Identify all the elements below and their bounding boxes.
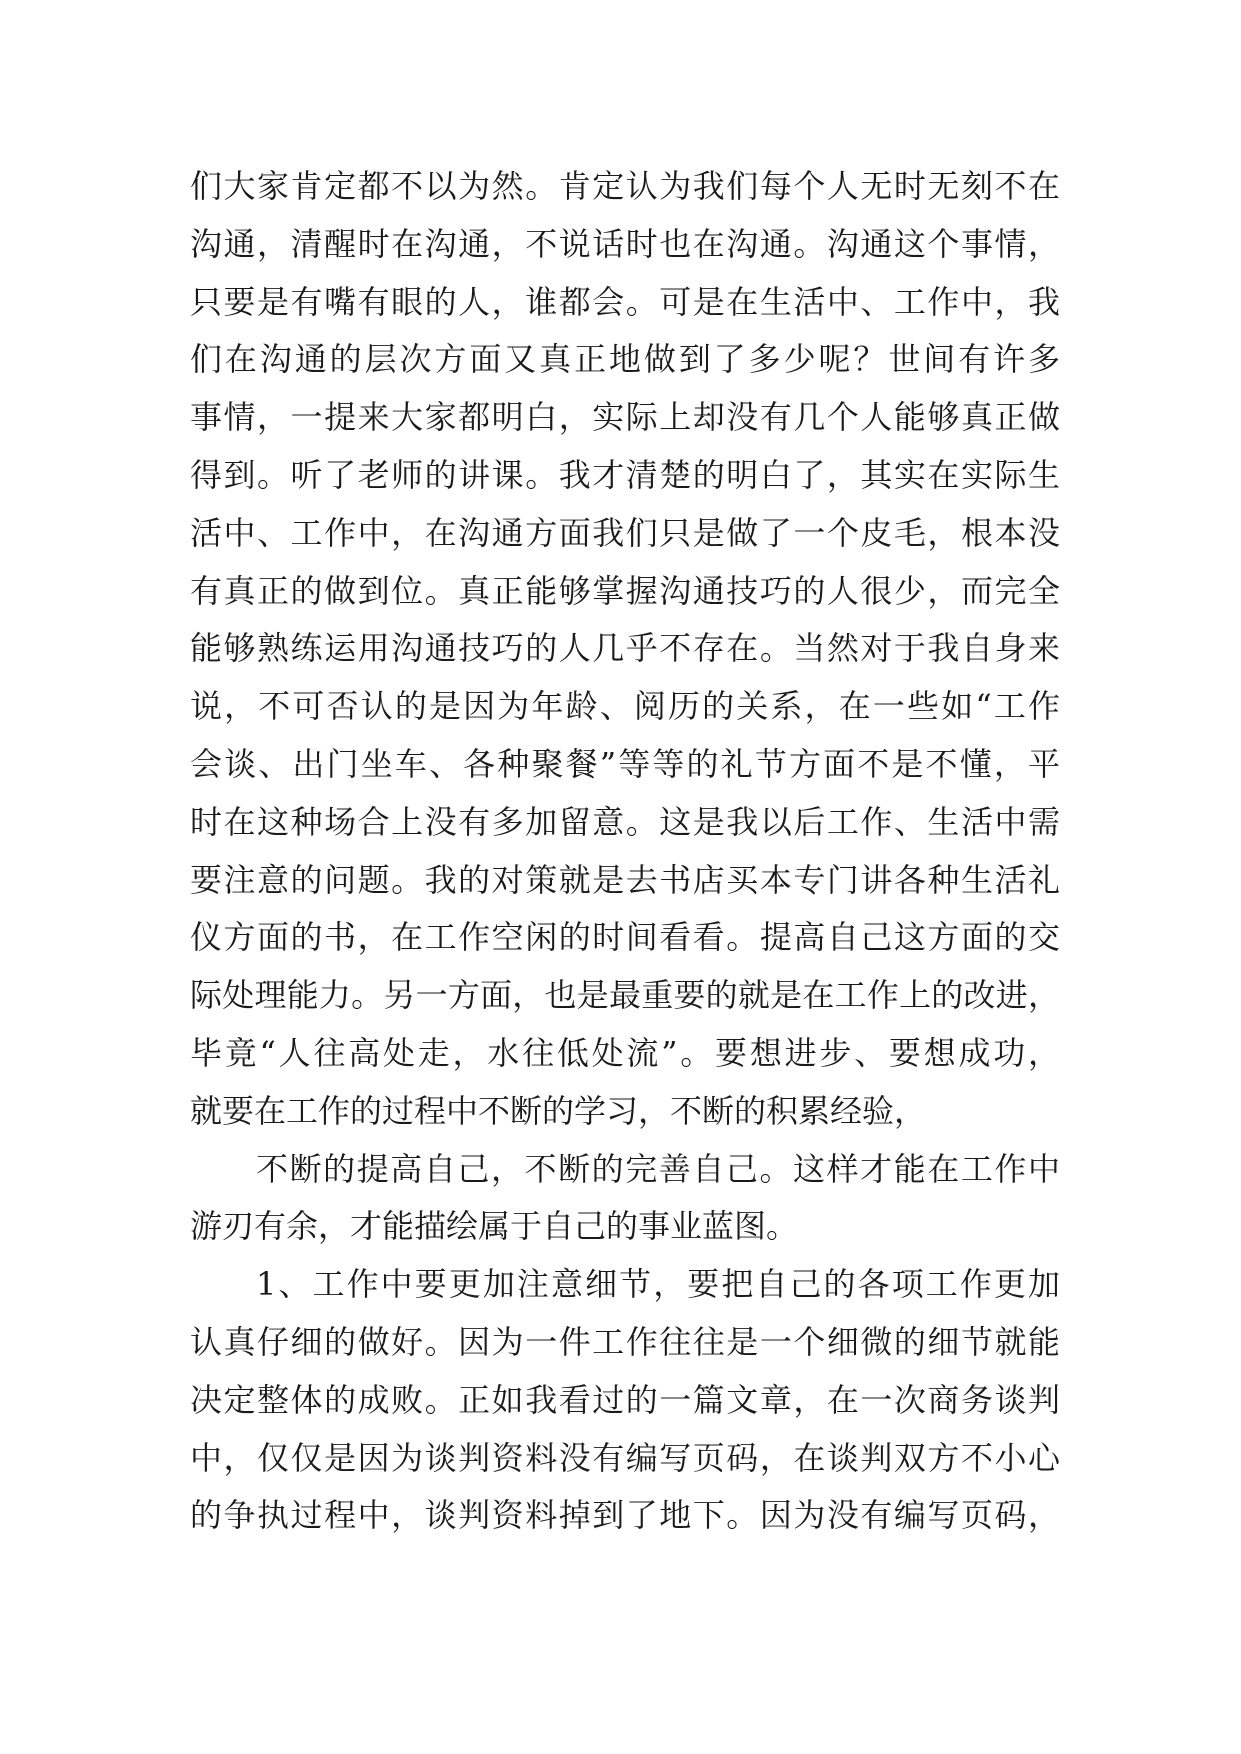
text-line: 就要在工作的过程中不断的学习，不断的积累经验， (190, 1091, 927, 1130)
text-line: 际处理能力。另一方面，也是最重要的就是在工作上的改进， (190, 976, 1060, 1015)
text-line: 会谈、出门坐车、各种聚餐”等等的礼节方面不是不懂，平 (190, 744, 1060, 783)
text-line: 们大家肯定都不以为然。肯定认为我们每个人无时无刻不在 (190, 167, 1060, 205)
text-line: 得到。听了老师的讲课。我才清楚的明白了，其实在实际生 (190, 455, 1060, 494)
text-line: 认真仔细的做好。因为一件工作往往是一个细微的细节就能 (190, 1322, 1060, 1361)
text-line: 们在沟通的层次方面又真正地做到了多少呢？世间有许多 (190, 340, 1060, 379)
text-line: 时在这种场合上没有多加留意。这是我以后工作、生活中需 (190, 802, 1060, 841)
text-line: 活中、工作中，在沟通方面我们只是做了一个皮毛，根本没 (190, 513, 1060, 552)
text-line: 说，不可否认的是因为年龄、阅历的关系，在一些如“工作 (190, 687, 1060, 726)
text-line: 不断的提高自己，不断的完善自己。这样才能在工作中 (256, 1149, 1060, 1188)
text-line: 要注意的问题。我的对策就是去书店买本专门讲各种生活礼 (190, 860, 1060, 899)
text-line: 决定整体的成败。正如我看过的一篇文章，在一次商务谈判 (190, 1380, 1060, 1419)
text-line: 能够熟练运用沟通技巧的人几乎不存在。当然对于我自身来 (190, 629, 1060, 668)
text-line: 沟通，清醒时在沟通，不说话时也在沟通。沟通这个事情， (190, 224, 1060, 263)
text-line: 1、工作中要更加注意细节，要把自己的各项工作更加 (256, 1265, 1060, 1304)
text-line: 仪方面的书，在工作空闲的时间看看。提高自己这方面的交 (190, 918, 1060, 957)
text-line: 的争执过程中，谈判资料掉到了地下。因为没有编写页码， (190, 1496, 1060, 1535)
text-line: 只要是有嘴有眼的人，谁都会。可是在生活中、工作中，我 (190, 282, 1060, 321)
text-line: 游刃有余，才能描绘属于自己的事业蓝图。 (190, 1207, 799, 1246)
text-line: 事情，一提来大家都明白，实际上却没有几个人能够真正做 (190, 398, 1060, 437)
text-line: 有真正的做到位。真正能够掌握沟通技巧的人很少，而完全 (190, 571, 1060, 610)
text-line: 中，仅仅是因为谈判资料没有编写页码，在谈判双方不小心 (190, 1438, 1060, 1477)
body-text (190, 158, 1060, 1545)
text-line: 毕竟“人往高处走，水往低处流”。要想进步、要想成功， (190, 1033, 1060, 1072)
